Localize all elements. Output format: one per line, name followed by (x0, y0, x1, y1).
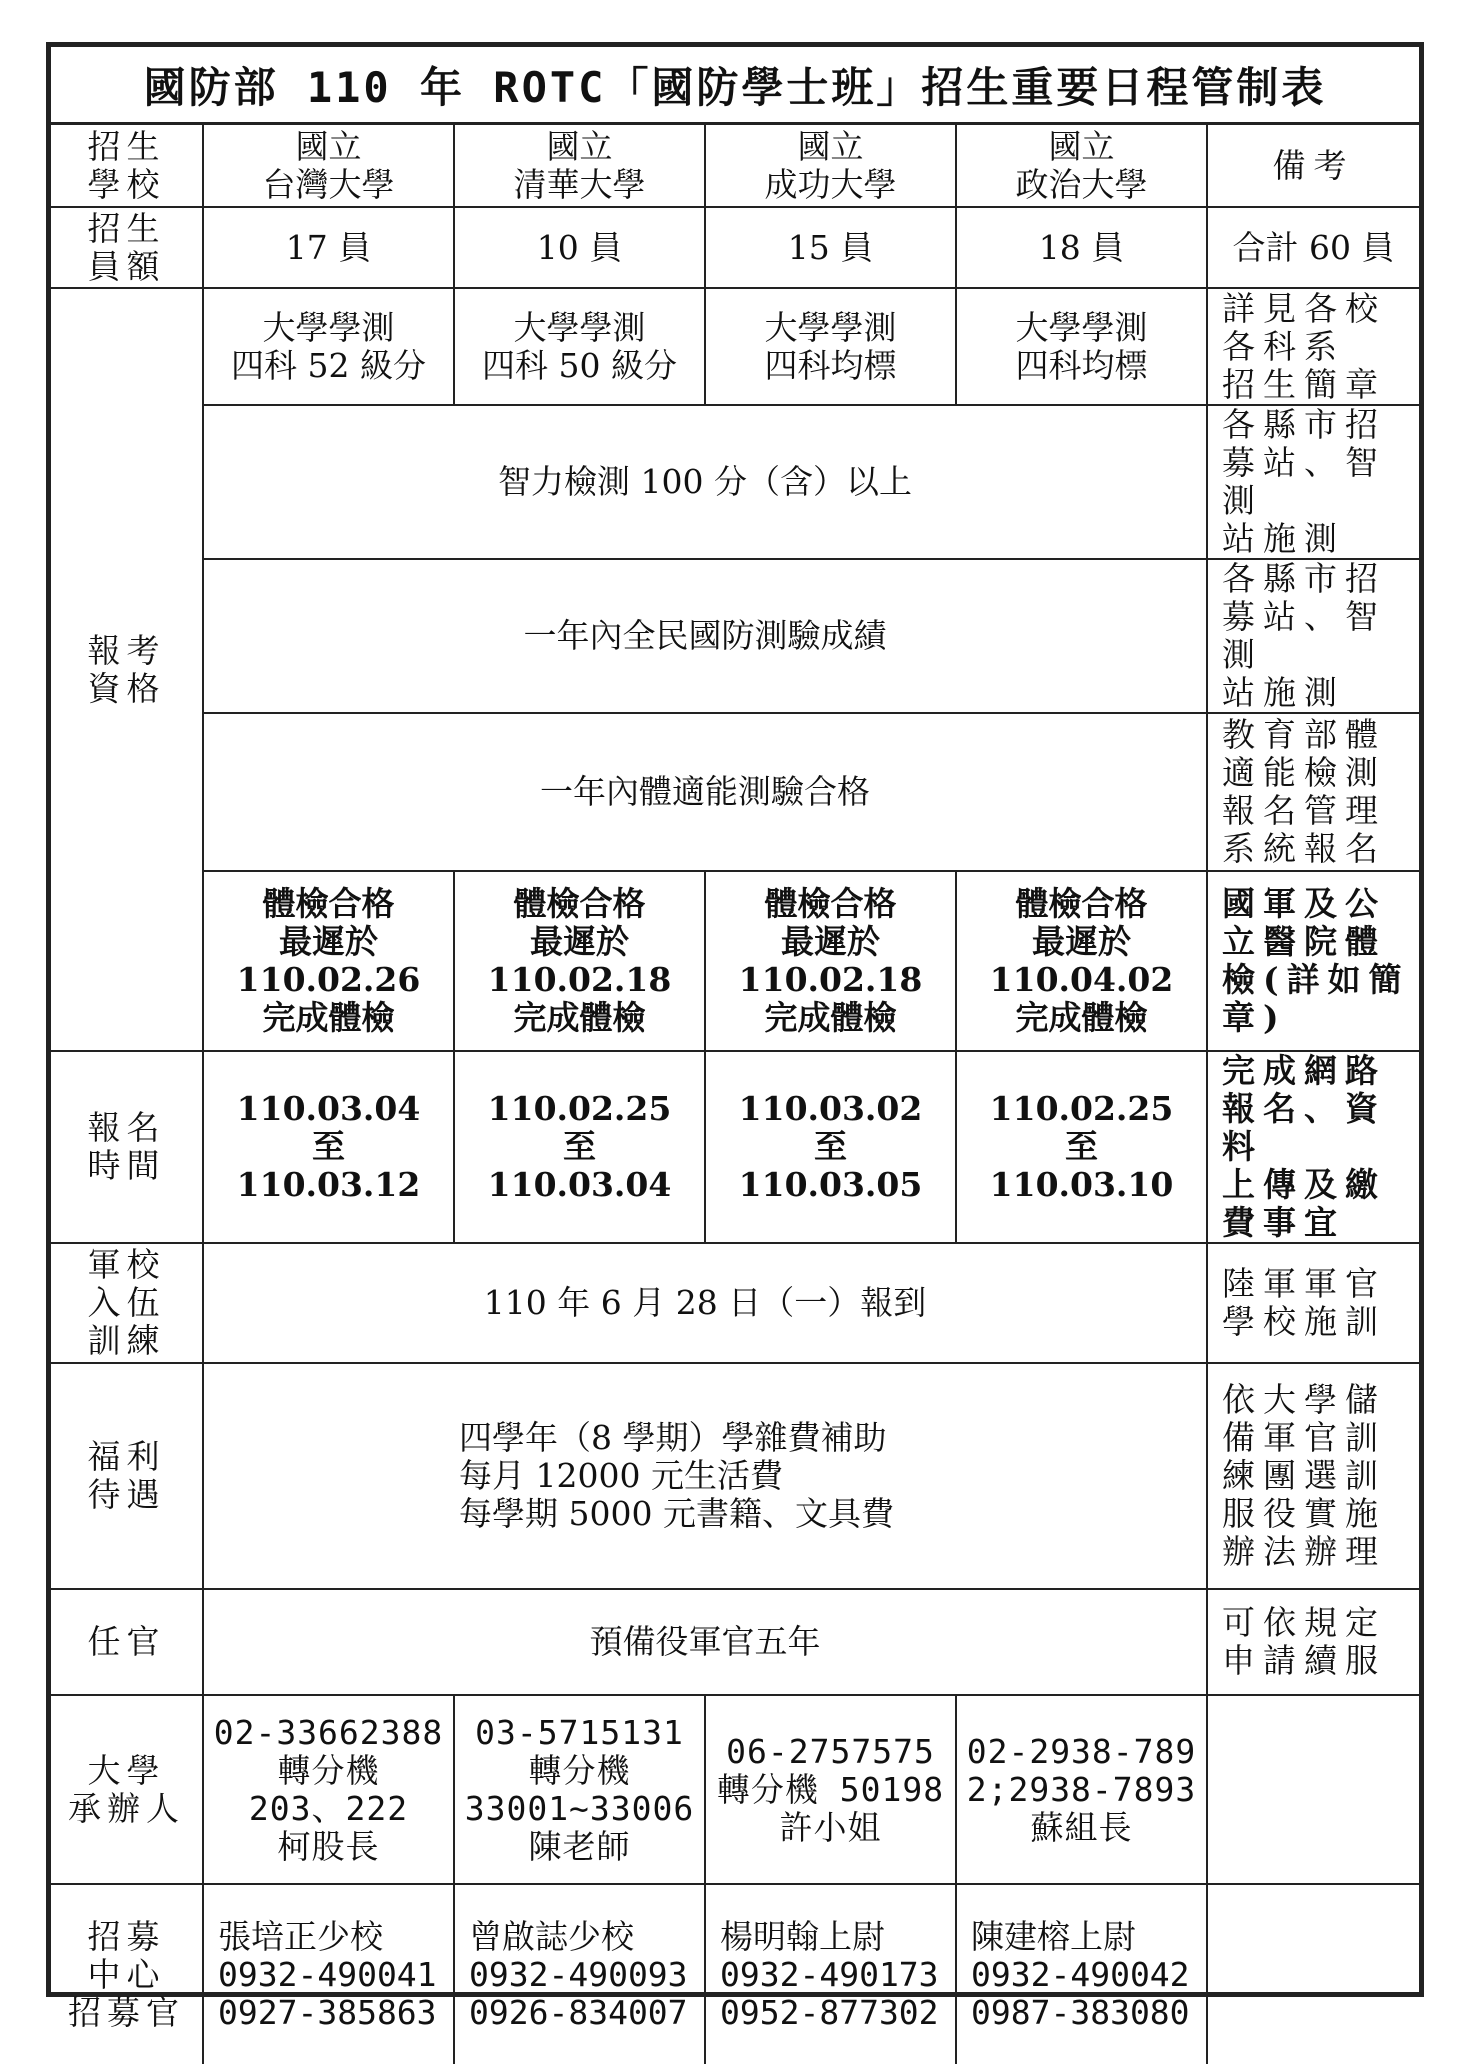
physical-deadline: 體檢合格 最遲於 110.02.18 完成體檢 (705, 871, 956, 1051)
exam-requirement: 大學學測 四科 52 級分 (203, 288, 454, 405)
contact-info: 02-2938-789 2;2938-7893 蘇組長 (956, 1695, 1207, 1884)
page-title: 國防部 110 年 ROTC「國防學士班」招生重要日程管制表 (51, 47, 1419, 125)
label-registration: 報名 時間 (51, 1051, 203, 1243)
remark-iq: 各縣市招 募站、智測 站施測 (1207, 405, 1419, 559)
quota-value: 17 員 (203, 207, 454, 288)
label-commission: 任官 (51, 1589, 203, 1695)
commission-term: 預備役軍官五年 (203, 1589, 1207, 1695)
row-commission (51, 1589, 1419, 1695)
recruiter-info: 楊明翰上尉 0932-490173 0952-877302 (705, 1884, 956, 2064)
contact-info: 02-33662388 轉分機 203、222 柯股長 (203, 1695, 454, 1884)
remark-fitness: 教育部體 適能檢測 報名管理 系統報名 (1207, 713, 1419, 871)
quota-value: 18 員 (956, 207, 1207, 288)
label-quota: 招生 員額 (51, 207, 203, 288)
defense-requirement: 一年內全民國防測驗成績 (203, 559, 1207, 713)
remark-commission: 可依規定 申請續服 (1207, 1589, 1419, 1695)
school-name: 國立 清華大學 (454, 125, 705, 207)
remark-contact-empty (1207, 1695, 1419, 1884)
row-quota (51, 207, 1419, 288)
iq-requirement: 智力檢測 100 分（含）以上 (203, 405, 1207, 559)
recruiter-info: 張培正少校 0932-490041 0927-385863 (203, 1884, 454, 2064)
remarks-header: 備考 (1207, 125, 1419, 207)
recruiter-info: 陳建榕上尉 0932-490042 0987-383080 (956, 1884, 1207, 2064)
exam-requirement: 大學學測 四科均標 (705, 288, 956, 405)
contact-info: 06-2757575 轉分機 50198 許小姐 (705, 1695, 956, 1884)
quota-value: 10 員 (454, 207, 705, 288)
contact-info: 03-5715131 轉分機 33001~33006 陳老師 (454, 1695, 705, 1884)
row-fitness (51, 713, 1419, 871)
registration-period: 110.02.25 至 110.03.10 (956, 1051, 1207, 1243)
fitness-requirement: 一年內體適能測驗合格 (203, 713, 1207, 871)
remark-exam: 詳見各校 各科系 招生簡章 (1207, 288, 1419, 405)
registration-period: 110.03.04 至 110.03.12 (203, 1051, 454, 1243)
remark-training: 陸軍軍官 學校施訓 (1207, 1243, 1419, 1363)
remark-physical: 國軍及公 立醫院體 檢(詳如簡 章) (1207, 871, 1419, 1051)
quota-value: 15 員 (705, 207, 956, 288)
row-physical (51, 871, 1419, 1051)
school-name: 國立 台灣大學 (203, 125, 454, 207)
label-training: 軍校 入伍 訓練 (51, 1243, 203, 1363)
label-contact: 大學 承辦人 (51, 1695, 203, 1884)
registration-period: 110.02.25 至 110.03.04 (454, 1051, 705, 1243)
label-recruiter: 招募 中心 招募官 (51, 1884, 203, 2064)
physical-deadline: 體檢合格 最遲於 110.04.02 完成體檢 (956, 871, 1207, 1051)
schedule-table (51, 125, 1419, 2064)
physical-deadline: 體檢合格 最遲於 110.02.18 完成體檢 (454, 871, 705, 1051)
recruiter-info: 曾啟誌少校 0932-490093 0926-834007 (454, 1884, 705, 2064)
row-exam (51, 288, 1419, 405)
exam-requirement: 大學學測 四科 50 級分 (454, 288, 705, 405)
schedule-sheet (46, 42, 1424, 2032)
remark-registration: 完成網路 報名、資料 上傳及繳 費事宜 (1207, 1051, 1419, 1243)
exam-requirement: 大學學測 四科均標 (956, 288, 1207, 405)
label-benefits: 福利 待遇 (51, 1363, 203, 1589)
row-iq (51, 405, 1419, 559)
row-contact (51, 1695, 1419, 1884)
school-name: 國立 政治大學 (956, 125, 1207, 207)
school-name: 國立 成功大學 (705, 125, 956, 207)
remark-quota: 合計 60 員 (1207, 207, 1419, 288)
row-training (51, 1243, 1419, 1363)
label-eligibility: 報考 資格 (51, 288, 203, 1051)
row-defense (51, 559, 1419, 713)
remark-defense: 各縣市招 募站、智測 站施測 (1207, 559, 1419, 713)
row-registration (51, 1051, 1419, 1243)
label-school: 招生 學校 (51, 125, 203, 207)
row-benefits (51, 1363, 1419, 1589)
row-recruiter (51, 1884, 1419, 2064)
remark-benefits: 依大學儲 備軍官訓 練團選訓 服役實施 辦法辦理 (1207, 1363, 1419, 1589)
row-schools (51, 125, 1419, 207)
training-date: 110 年 6 月 28 日（一）報到 (203, 1243, 1207, 1363)
benefits-details: 四學年（8 學期）學雜費補助 每月 12000 元生活費 每學期 5000 元書籍、文具費 (203, 1363, 1207, 1589)
physical-deadline: 體檢合格 最遲於 110.02.26 完成體檢 (203, 871, 454, 1051)
registration-period: 110.03.02 至 110.03.05 (705, 1051, 956, 1243)
remark-recruiter-empty (1207, 1884, 1419, 2064)
